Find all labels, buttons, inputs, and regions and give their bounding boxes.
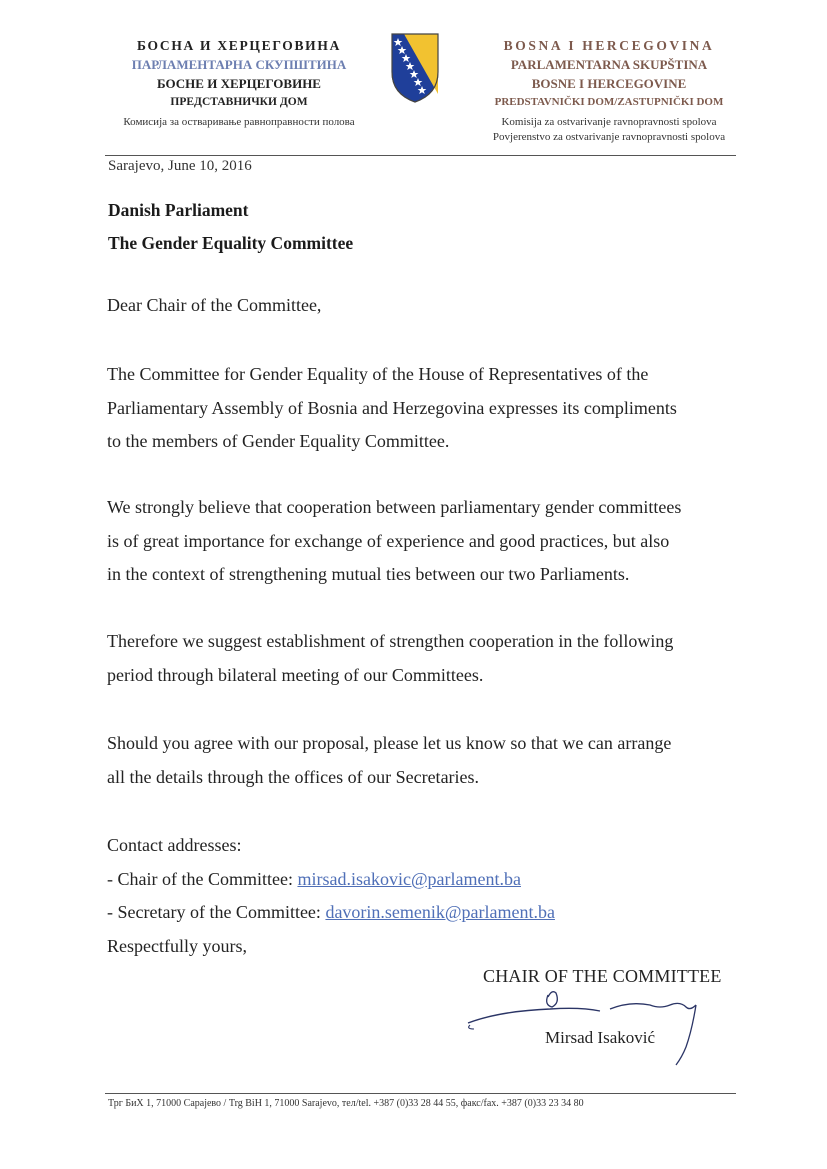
bih-coat-of-arms-icon [390, 32, 440, 104]
paragraph-1-line: Parliamentary Assembly of Bosnia and Herzegovina expresses its compliments [107, 397, 677, 418]
header-country-cyrillic: БОСНА И ХЕРЦЕГОВИНА [136, 38, 342, 53]
recipient-committee: The Gender Equality Committee [108, 233, 354, 253]
recipient-name: Danish Parliament [108, 200, 249, 220]
header-divider [105, 155, 736, 156]
paragraph-2-line: is of great importance for exchange of experience and good practices, but also [107, 530, 670, 551]
paragraph-3-line: Therefore we suggest establishment of strengthen cooperation in the following [107, 631, 674, 651]
header-committee-latin: Komisija za ostvarivanje ravnopravnosti spolova [501, 116, 717, 128]
footer-divider [105, 1093, 736, 1094]
letterhead-latin [444, 36, 774, 145]
paragraph-2 [107, 491, 747, 592]
paragraph-1-line: to the members of Gender Equality Committee. [107, 431, 450, 451]
header-country-genitive-cyrillic: БОСНЕ И ХЕРЦЕГОВИНЕ [157, 76, 321, 91]
paragraph-2-line: in the context of strengthening mutual ties between our two Parliaments. [107, 564, 630, 584]
contact-chair-label: - Chair of the Committee: [107, 868, 293, 889]
header-country-genitive-latin: BOSNE I HERCEGOVINE [531, 76, 687, 91]
paragraph-4-line: all the details through the offices of our Secretaries. [107, 766, 480, 787]
signatory-name: Mirsad Isaković [545, 1028, 656, 1047]
coat-of-arms [390, 32, 440, 104]
paragraph-2-line: We strongly believe that cooperation between parliamentary gender committees [107, 497, 682, 517]
header-house-cyrillic: ПРЕДСТАВНИЧКИ ДОМ [170, 96, 308, 108]
paragraph-3 [107, 625, 747, 692]
contact-heading: Contact addresses: [107, 835, 242, 855]
paragraph-3-line: period through bilateral meeting of our Committees. [107, 664, 484, 685]
paragraph-1 [107, 358, 747, 459]
letterhead-cyrillic [98, 36, 380, 130]
salutation: Dear Chair of the Committee, [107, 295, 322, 315]
header-country-latin: BOSNA I HERCEGOVINA [503, 38, 715, 53]
closing: Respectfully yours, [107, 935, 247, 956]
signature-title: CHAIR OF THE COMMITTEE [483, 966, 722, 986]
paragraph-1-line: The Committee for Gender Equality of the House of Representatives of the [107, 364, 649, 384]
header-assembly-cyrillic: ПАРЛАМЕНТАРНА СКУПШТИНА [131, 57, 347, 72]
secretary-email-link[interactable]: davorin.semenik@parlament.ba [325, 902, 555, 922]
header-assembly-latin: PARLAMENTARNA SKUPŠTINA [510, 57, 708, 72]
contact-chair [107, 863, 747, 897]
letter-date: Sarajevo, June 10, 2016 [108, 158, 252, 174]
contact-secretary-label: - Secretary of the Committee: [107, 902, 321, 922]
header-committee-latin-alt: Povjerenstvo za ostvarivanje ravnopravnosti spolova [492, 131, 726, 143]
chair-email-link[interactable]: mirsad.isakovic@parlament.ba [297, 868, 521, 889]
contact-addresses [107, 829, 747, 963]
paragraph-4-line: Should you agree with our proposal, please let us know so that we can arrange [107, 733, 672, 753]
contact-secretary [107, 896, 747, 930]
header-house-latin: PREDSTAVNIČKI DOM/ZASTUPNIČKI DOM [494, 96, 724, 108]
header-committee-cyrillic: Комисија за остваривање равноправности полова [123, 116, 355, 128]
footer-address: Трг БиХ 1, 71000 Сарајево / Trg BiH 1, 71000 Sarajevo, тел/tel. +387 (0)33 28 44 55, факс/fax. +387 (0)33 23 34 80 [108, 1098, 584, 1109]
paragraph-4 [107, 727, 747, 794]
